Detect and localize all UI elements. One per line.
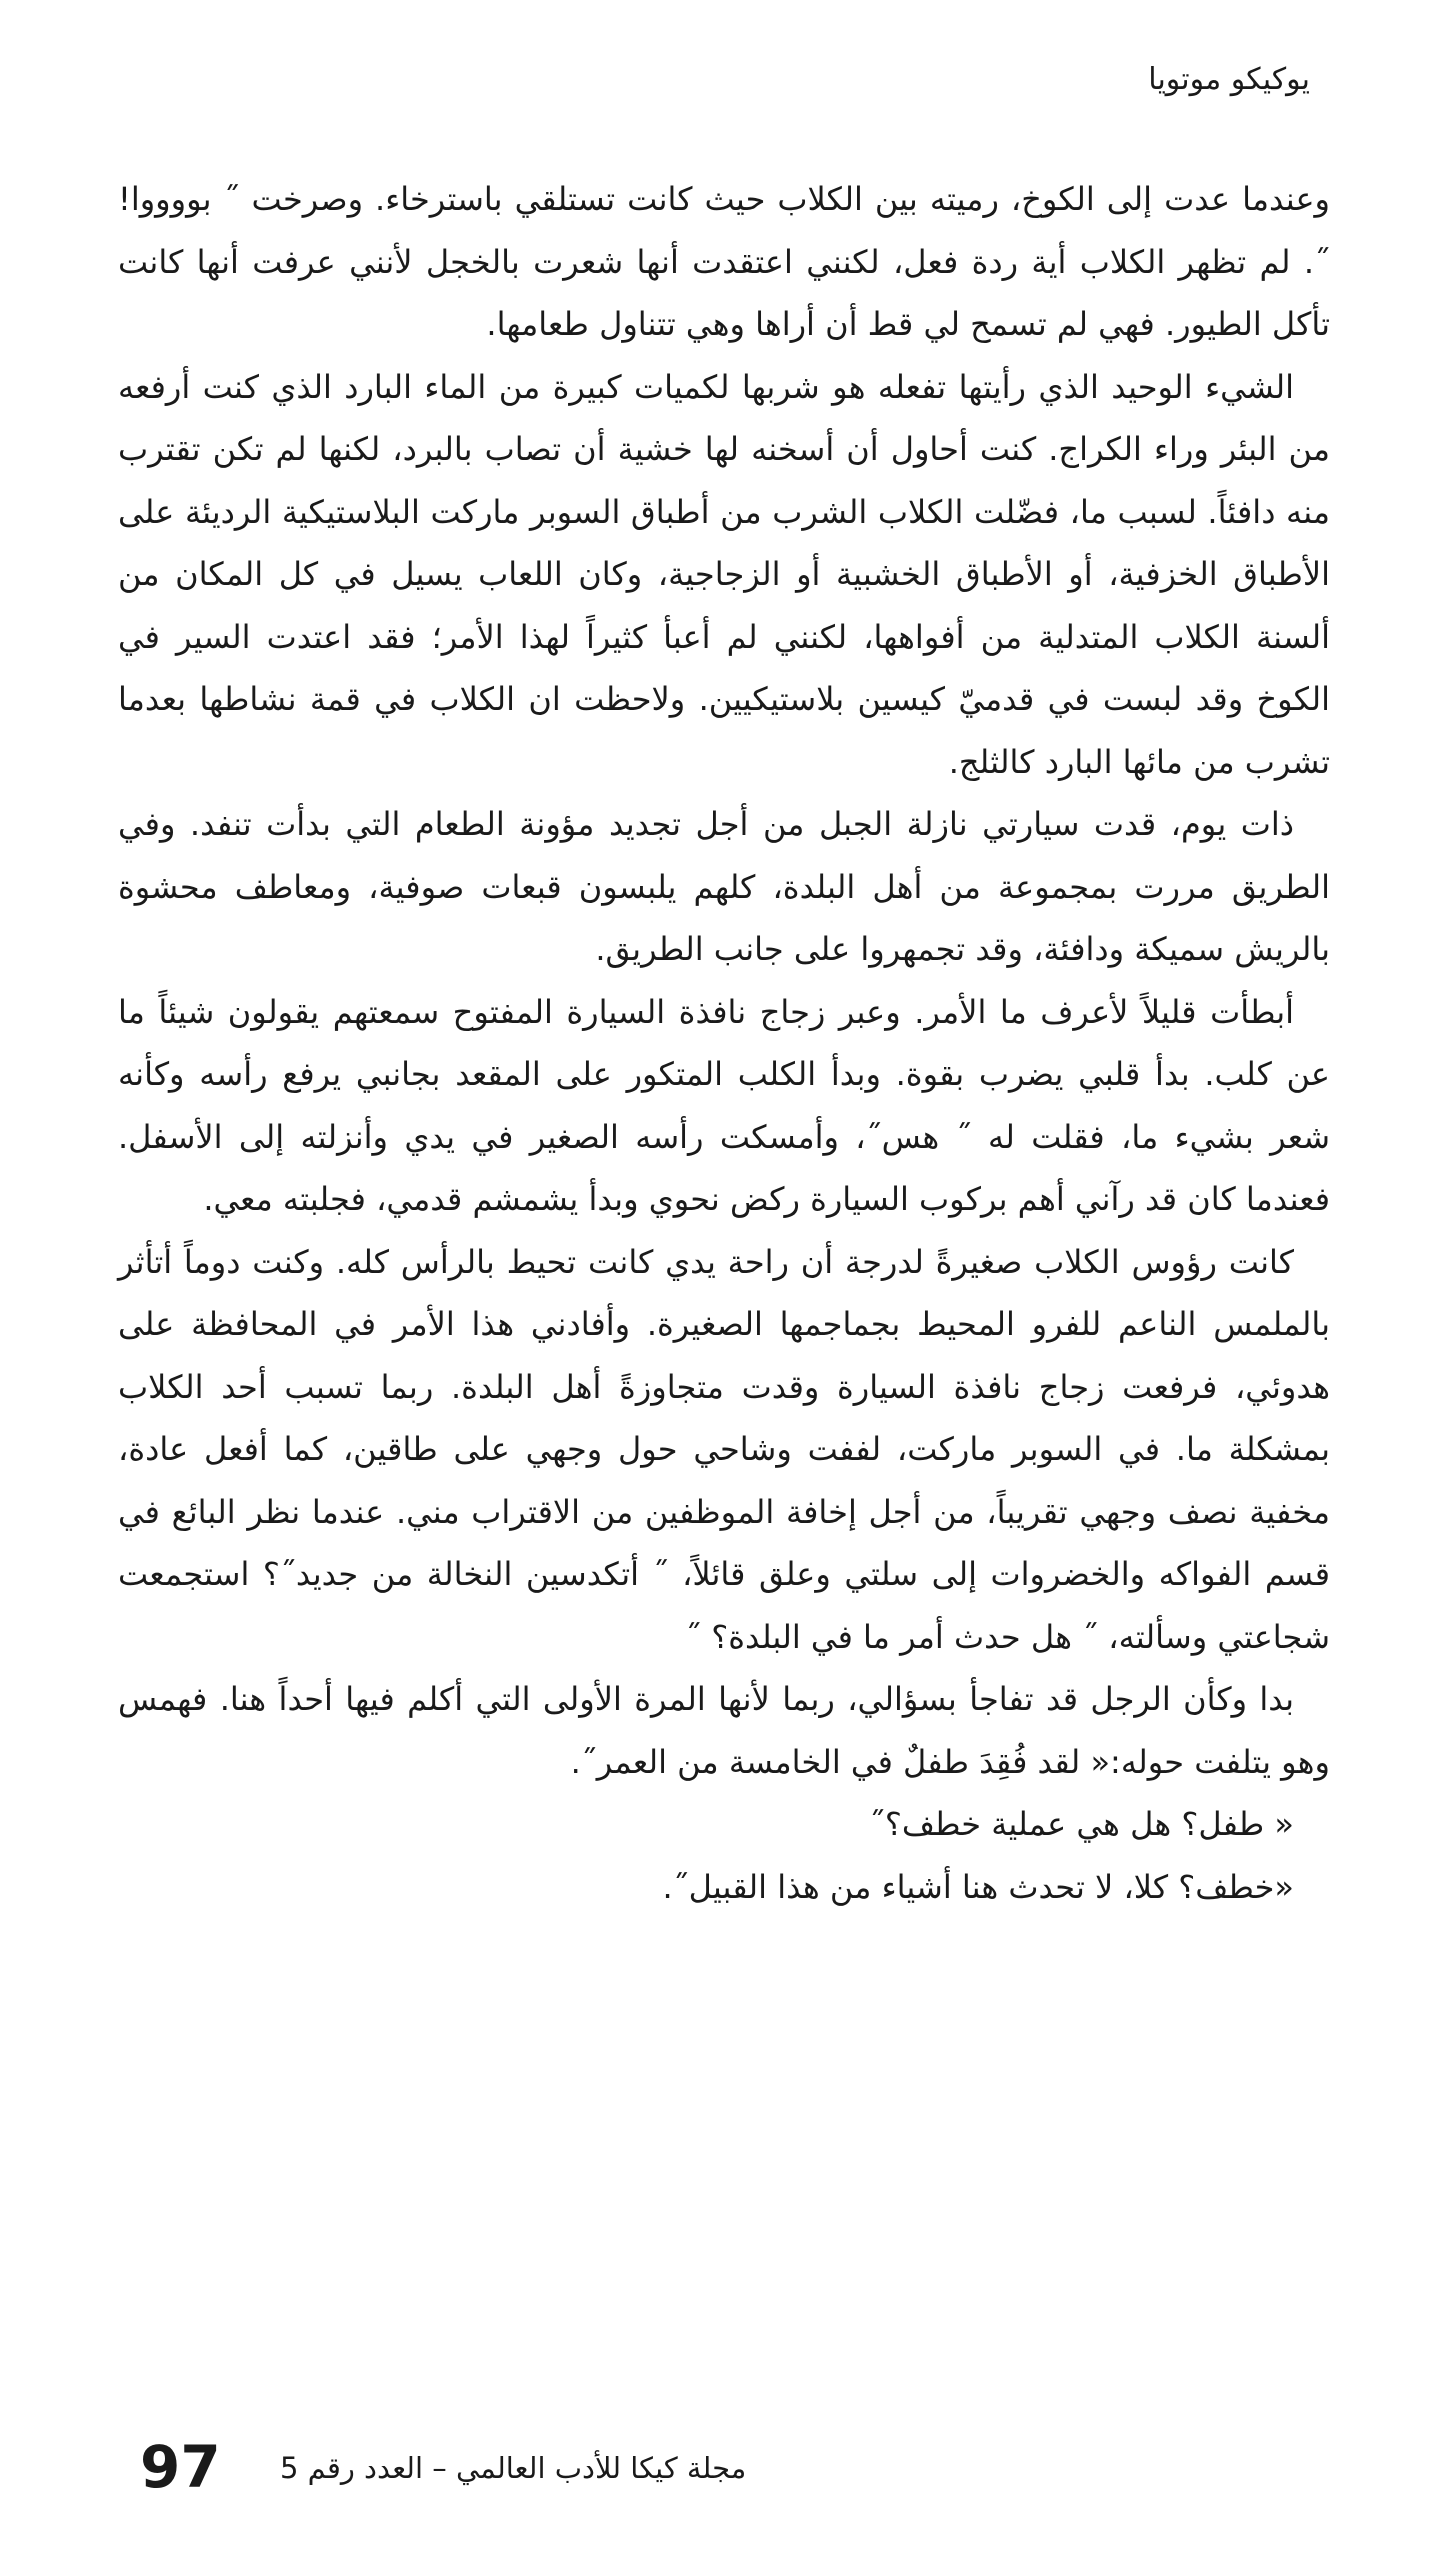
journal-issue-label: مجلة كيكا للأدب العالمي – العدد رقم 5 (280, 2451, 747, 2485)
paragraph-2: الشيء الوحيد الذي رأيتها تفعله هو شربها لكميات كبيرة من الماء البارد الذي كنت أرفعه من البئر وراء الكراج. كنت أحاول أن أسخنه لها خشية أن تصاب بالبرد، لكنها لم تكن تقترب منه دافئاً. لسبب ما، فضّلت الكلاب الشرب من أطباق السوبر ماركت البلاستيكية الرديئة على الأطباق الخزفية، أو الأطباق الخشبية أو الزجاجية، وكان اللعاب يسيل في كل المكان من ألسنة الكلاب المتدلية من أفواهها، لكنني لم أعبأ كثيراً لهذا الأمر؛ فقد اعتدت السير في الكوخ وقد لبست في قدميّ كيسين بلاستيكيين. ولاحظت ان الكلاب في قمة نشاطها بعدما تشرب من مائها البارد كالثلج. (118, 367, 1330, 781)
running-header-author: يوكيكو موتويا (1148, 62, 1310, 97)
paragraph-1: وعندما عدت إلى الكوخ، رميته بين الكلاب حيث كانت تستلقي باسترخاء. وصرخت ˝ بووووا!˝. لم تظهر الكلاب أية ردة فعل، لكنني اعتقدت أنها شعرت بالخجل لأنني عرفت أنها كانت تأكل الطيور. فهي لم تسمح لي قط أن أراها وهي تتناول طعامها. (118, 180, 1330, 343)
page-number: 97 (140, 2433, 221, 2501)
paragraph-3: ذات يوم، قدت سيارتي نازلة الجبل من أجل تجديد مؤونة الطعام التي بدأت تنفد. وفي الطريق مررت بمجموعة من أهل البلدة، كلهم يلبسون قبعات صوفية، ومعاطف محشوة بالريش سميكة ودافئة، وقد تجمهروا على جانب الطريق. (118, 805, 1330, 968)
page-footer (140, 2432, 1320, 2502)
dialogue-line-1: « طفل؟ هل هي عملية خطف؟˝ (868, 1805, 1294, 1843)
paragraph-5: كانت رؤوس الكلاب صغيرةً لدرجة أن راحة يدي كانت تحيط بالرأس كله. وكنت دوماً أتأثر بالملمس الناعم للفرو المحيط بجماجمها الصغيرة. وأفادني هذا الأمر في المحافظة على هدوئي، فرفعت زجاج نافذة السيارة وقدت متجاوزةً أهل البلدة. ربما تسبب أحد الكلاب بمشكلة ما. في السوبر ماركت، لففت وشاحي حول وجهي على طاقين، كما أفعل عادة، مخفية نصف وجهي تقريباً، من أجل إخافة الموظفين من الاقتراب مني. عندما نظر البائع في قسم الفواكه والخضروات إلى سلتي وعلق قائلاً، ˝ أتكدسين النخالة من جديد˝؟ استجمعت شجاعتي وسألته، ˝ هل حدث أمر ما في البلدة؟ ˝ (118, 1242, 1330, 1656)
paragraph-4: أبطأت قليلاً لأعرف ما الأمر. وعبر زجاج نافذة السيارة المفتوح سمعتهم يقولون شيئاً ما عن كلب. بدأ قلبي يضرب بقوة. وبدأ الكلب المتكور على المقعد بجانبي يرفع رأسه وكأنه شعر بشيء ما، فقلت له ˝ هس˝، وأمسكت رأسه الصغير في يدي وأنزلته إلى الأسفل. فعندما كان قد رآني أهم بركوب السيارة ركض نحوي وبدأ يشمشم قدمي، فجلبته معي. (118, 992, 1330, 1218)
article-body (118, 168, 1330, 1918)
dialogue-line-2: «خطف؟ كلا، لا تحدث هنا أشياء من هذا القبيل˝. (662, 1867, 1294, 1906)
paragraph-6: بدا وكأن الرجل قد تفاجأ بسؤالي، ربما لأنها المرة الأولى التي أكلم فيها أحداً هنا. فهمس وهو يتلفت حوله:« لقد فُقِدَ طفلٌ في الخامسة من العمر˝. (118, 1680, 1330, 1781)
